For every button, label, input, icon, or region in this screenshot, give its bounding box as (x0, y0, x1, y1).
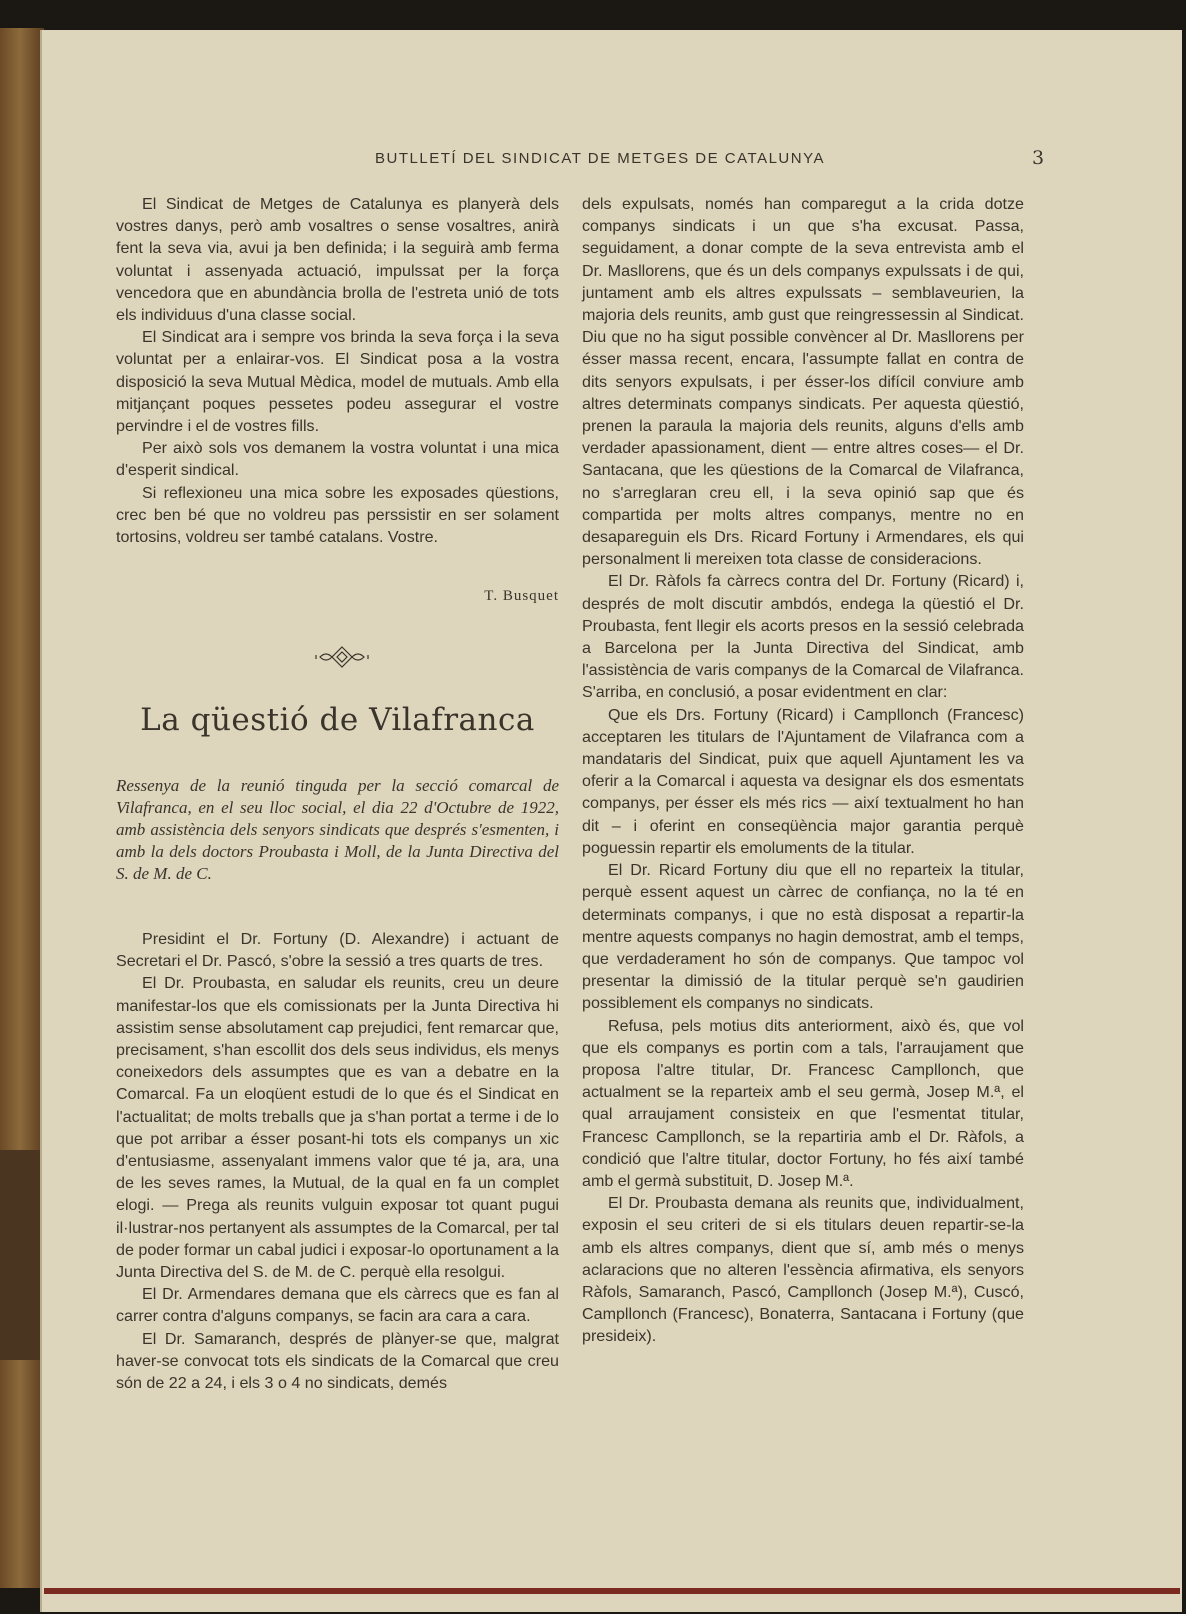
intro-paragraph: El Sindicat ara i sempre vos brinda la seva força i la seva voluntat per a enlairar-vos. El Sindicat posa a la vostra disposició la seva Mutual Mèdica, model de mutuals. Amb ella mitjançant poques pessetes podeu assegurar el vostre pervindre i el de vostres fills. (116, 328, 559, 436)
article-paragraph: Refusa, pels motius dits anteriorment, això és, que vol que els companys es portin com a tals, l'arraujament que proposa l'altre titular, Dr. Francesc Campllonch, que actualment se la reparteix amb el seu germà, Josep M.ª, el qual arraujament consisteix en que l'esmentat titular, Francesc Campllonch, se la repartiria amb el Dr. Ràfols, a condició que l'altre titular, doctor Fortuny, ho fés així també amb el germà substituit, D. Josep M.ª. (582, 1016, 1024, 1190)
intro-paragraph: Si reflexioneu una mica sobre les exposades qüestions, crec ben bé que no voldreu pas perssistir en ser solament tortosins, voldreu ser també catalans. Vostre. (116, 483, 559, 547)
article-left-column (116, 928, 559, 1394)
article-paragraph: Presidint el Dr. Fortuny (D. Alexandre) i actuant de Secretari el Dr. Pascó, s'obre la sessió a tres quarts de tres. (116, 930, 559, 971)
page-number: 3 (1032, 147, 1046, 169)
article-subtitle: Ressenya de la reunió tinguda per la secció comarcal de Vilafranca, en el seu lloc social, el dia 22 d'Octubre de 1922, amb assistència dels senyors sindicats que després s'esmenten, i amb la dels doctors Proubasta i Moll, de la Junta Directiva del S. de M. de C. (116, 776, 559, 883)
article-paragraph: El Dr. Ràfols fa càrrecs contra del Dr. Fortuny (Ricard) i, després de molt discutir ambdós, endega la qüestió el Dr. Proubasta, fent llegir els acorts presos en la sessió celebrada a Barcelona per la Junta Directiva del Sindicat, amb l'assistència de varis companys de la Comarcal de Vilafranca. S'arriba, en conclusió, a posar evidentment en clar: (582, 572, 1024, 702)
article-paragraph: El Dr. Samaranch, després de plànyer-se que, malgrat haver-se convocat tots els sindicats de la Comarcal que creu són de 22 a 24, i els 3 o 4 no sindicats, demés (116, 1329, 559, 1393)
intro-column (116, 193, 559, 548)
article-paragraph: dels expulsats, només han comparegut a la crida dotze companys sindicats i un que s'ha excusat. Passa, seguidament, a donar compte de la seva entrevista amb el Dr. Masllorens, que és un dels companys expulssats i de qui, juntament amb els altres expulssats – semblaveurien, la majoria dels reunits, amb gust que reingressessin al Sindicat. Diu que no ha sigut possible convèncer al Dr. Masllorens per ésser massa recent, encara, l'assumpte fallat en contra de dits senyors expulsats, i per ésser-los difícil conviure amb altres determinats companys sindicats. Per aquesta qüestió, prenen la paraula la majoria dels reunits, alguns d'ells amb verdader apassionament, dient — entre altres coses— el Dr. Santacana, que les qüestions de la Comarcal de Vilafranca, no s'arreglaran creu ell, i la seva opinió sap que és compartida per molts altres companys, mentre no en desapareguin els Drs. Ricard Fortuny i Armendares, els qui personalment li mereixen tota classe de consideracions. (582, 195, 1024, 569)
article-paragraph: El Dr. Ricard Fortuny diu que ell no reparteix la titular, perquè essent aquest un càrrec de confiança, no la té en determinats companys, i que no està disposat a repartir-la mentre aquests companys no hagin demostrat, amb el temps, que verdaderament ho són de companys. Que tampoc vol presentar la dimissió de la titular perquè se'n gaudirien possiblement els companys no sindicats. (582, 861, 1024, 1013)
article-paragraph: El Dr. Proubasta demana als reunits que, individualment, exposin el seu criteri de si els titulars deuen repartir-se-la amb els altres companys, dient que sí, amb més o menys aclaracions que no alteren l'essència afirmativa, els senyors Ràfols, Samaranch, Pascó, Campllonch (Josep M.ª), Cuscó, Campllonch (Francesc), Bonaterra, Santacana i Fortuny (que presideix). (582, 1194, 1024, 1346)
signature: T. Busquet (484, 588, 559, 604)
page-edge (44, 1588, 1180, 1594)
article-paragraph: Que els Drs. Fortuny (Ricard) i Campllonch (Francesc) acceptaren les titulars de l'Ajuntament de Vilafranca com a mandataris del Sindicat, puix que aquell Ajuntament les va oferir a la Comarcal i aquesta va designar els dos esmentats companys, per ésser els més rics — així textualment ho han dit – i oferint en conseqüència major garantia perquè poguessin repartir els emoluments de la titular. (582, 705, 1024, 857)
journal-page (40, 30, 1182, 1612)
ornament-divider (312, 645, 372, 669)
article-right-column (582, 193, 1024, 1348)
intro-paragraph: El Sindicat de Metges de Catalunya es planyerà dels vostres danys, però amb vosaltres o sense vosaltres, anirà fent la seva via, avui ja ben definida; i la seguirà amb ferma voluntat i assenyada actuació, impulssat per la força vencedora que en abundància brolla de l'estreta unió de tots els individuus d'una classe social. (116, 195, 559, 325)
article-paragraph: El Dr. Proubasta, en saludar els reunits, creu un deure manifestar-los que els comissionats per la Junta Directiva hi assistim sense absolutament cap prejudici, fent remarcar que, precisament, s'han escollit dos dels seus individus, els menys coneixedors dels assumptes que es van a debatre en la Comarcal. Fa un eloqüent estudi de lo que és el Sindicat en l'actualitat; de molts treballs que ja s'han portat a terme i de lo que pot arribar a ésser posant-hi tots els companys un xic d'entusiasme, assenyalant immens valor que té ja, ara, una de les seves rames, la Mutual, de la qual en fa un complet elogi. — Prega als reunits vulguin exposar tot quant pugui il·lustrar-nos pertanyent als assumptes de la Comarcal, per tal de poder formar un cabal judici i exposar-lo oportunament a la Junta Directiva del S. de M. de C. perquè ella resolgui. (116, 974, 559, 1282)
binding-shadow (0, 1150, 40, 1360)
running-title: BUTLLETÍ DEL SINDICAT DE METGES DE CATALUNYA (375, 150, 825, 167)
article-paragraph: El Dr. Armendares demana que els càrrecs que es fan al carrer contra d'alguns companys, se facin ara cara a cara. (116, 1285, 559, 1326)
article-title: La qüestió de Vilafranca (140, 702, 535, 738)
intro-paragraph: Per això sols vos demanem la vostra voluntat i una mica d'esperit sindical. (116, 439, 559, 480)
